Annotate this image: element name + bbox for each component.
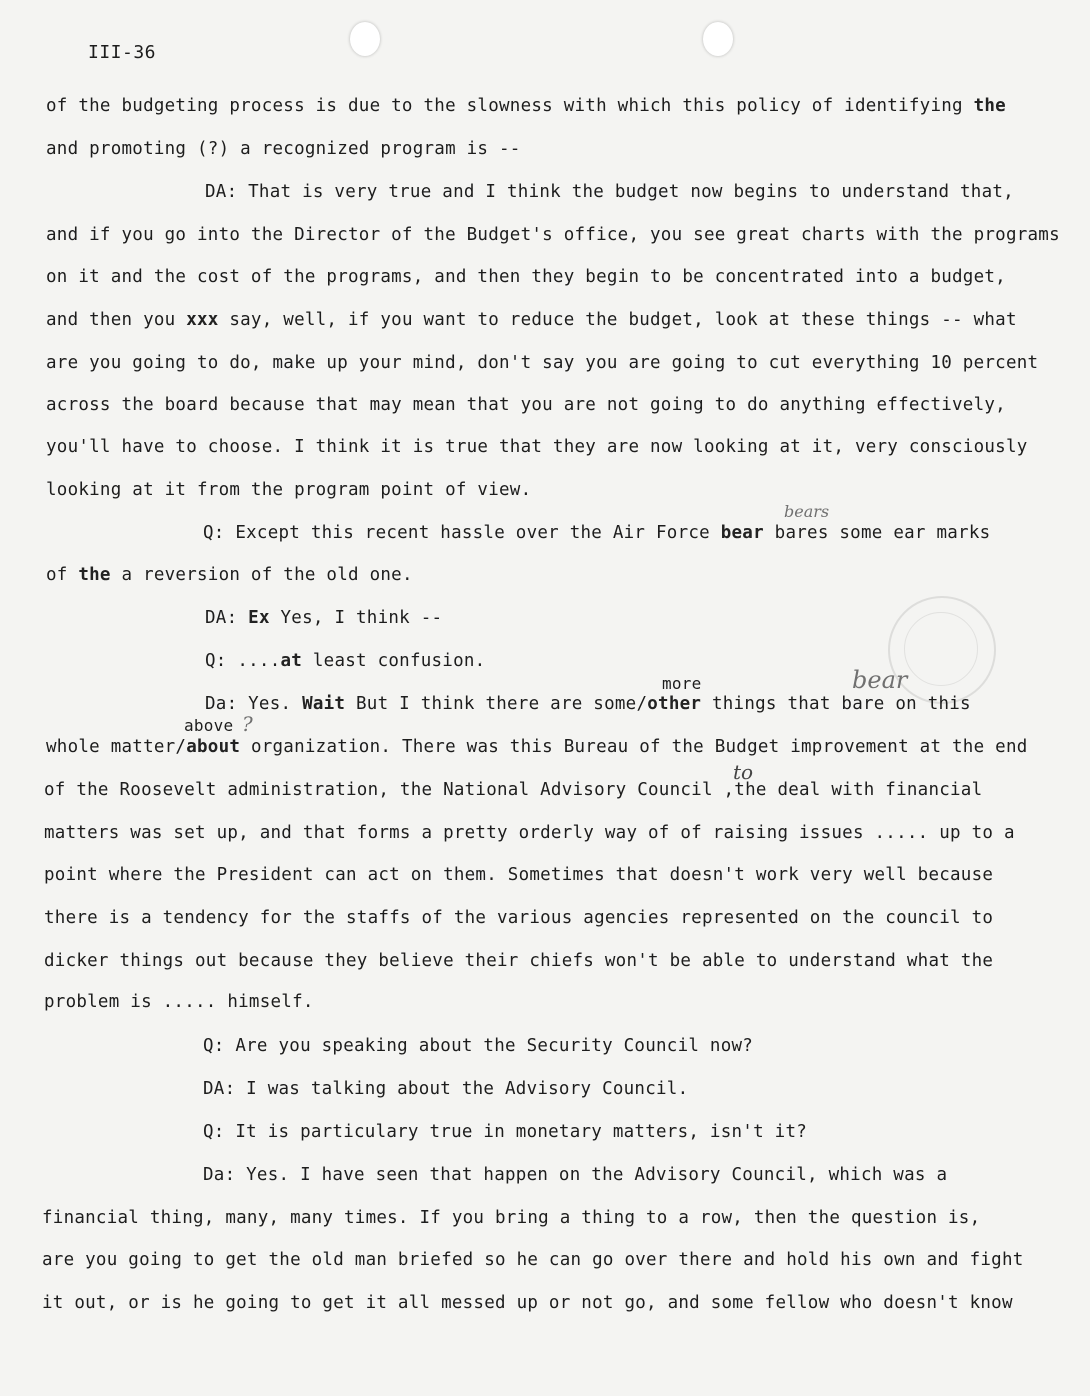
handwritten-bears: bears bbox=[784, 502, 830, 521]
handwritten-query-mark: ? bbox=[242, 712, 253, 736]
struck-word: bear bbox=[720, 523, 764, 543]
text-line-12: of the a reversion of the old one. bbox=[46, 565, 413, 585]
handwritten-bear: bear bbox=[852, 666, 908, 694]
text-line-22: problem is ..... himself. bbox=[44, 992, 314, 1012]
text-line-27: financial thing, many, many times. If you bring a thing to a row, then the question is, bbox=[42, 1208, 981, 1228]
handwritten-to: to bbox=[733, 760, 754, 784]
text-line-19: point where the President can act on them. Sometimes that doesn't work very well because bbox=[44, 865, 994, 885]
text-line-25: Q: It is particulary true in monetary matters, isn't it? bbox=[203, 1122, 808, 1142]
struck-word: Ex bbox=[248, 608, 270, 628]
page-number: III-36 bbox=[88, 42, 157, 63]
punch-hole-left bbox=[350, 22, 380, 56]
text-line-23: Q: Are you speaking about the Security Council now? bbox=[203, 1036, 754, 1056]
text-line-13: DA: Ex Yes, I think -- bbox=[205, 608, 443, 628]
struck-word: other bbox=[647, 694, 702, 714]
text-line-15: Da: Yes. Wait But I think there are some/other things that bare on this bbox=[205, 694, 971, 714]
text-line-6: and then you xxx say, well, if you want to reduce the budget, look at these things -- what bbox=[46, 310, 1017, 330]
text-line-5: on it and the cost of the programs, and then they begin to be concentrated into a budget, bbox=[46, 267, 1006, 287]
struck-word: the bbox=[973, 96, 1006, 116]
text-line-7: are you going to do, make up your mind, don't say you are going to cut everything 10 percent bbox=[46, 353, 1039, 373]
typed-insertion-above: above bbox=[184, 716, 234, 735]
text-line-1: of the budgeting process is due to the slowness with which this policy of identifying the bbox=[46, 96, 1006, 116]
text-line-14: Q: ....at least confusion. bbox=[205, 651, 486, 671]
text-line-16: whole matter/about organization. There was this Bureau of the Budget improvement at the end bbox=[46, 737, 1028, 757]
text-line-29: it out, or is he going to get it all messed up or not go, and some fellow who doesn't know bbox=[42, 1293, 1013, 1313]
text-line-17: of the Roosevelt administration, the National Advisory Council ,the deal with financial bbox=[44, 780, 983, 800]
typed-insertion-more: more bbox=[662, 674, 702, 693]
text-line-4: and if you go into the Director of the Budget's office, you see great charts with the programs bbox=[46, 225, 1060, 245]
text-line-3: DA: That is very true and I think the budget now begins to understand that, bbox=[205, 182, 1014, 202]
text-line-8: across the board because that may mean that you are not going to do anything effectively, bbox=[46, 395, 1006, 415]
text-line-18: matters was set up, and that forms a pretty orderly way of of raising issues ..... up to a bbox=[44, 823, 1015, 843]
struck-word: at bbox=[280, 651, 303, 671]
struck-word: the bbox=[78, 565, 111, 585]
text-line-10: looking at it from the program point of view. bbox=[46, 480, 532, 500]
struck-word: xxx bbox=[186, 310, 219, 330]
text-line-26: Da: Yes. I have seen that happen on the Advisory Council, which was a bbox=[203, 1165, 948, 1185]
text-line-9: you'll have to choose. I think it is true that they are now looking at it, very consciously bbox=[46, 437, 1028, 457]
text-line-24: DA: I was talking about the Advisory Council. bbox=[203, 1079, 689, 1099]
punch-hole-right bbox=[703, 22, 733, 56]
text-line-21: dicker things out because they believe their chiefs won't be able to understand what the bbox=[44, 951, 994, 971]
text-line-28: are you going to get the old man briefed so he can go over there and hold his own and fight bbox=[42, 1250, 1024, 1270]
struck-word: about bbox=[186, 737, 241, 757]
text-line-20: there is a tendency for the staffs of the various agencies represented on the council to bbox=[44, 908, 994, 928]
text-line-11: Q: Except this recent hassle over the Air Force bear bares some ear marks bbox=[203, 523, 991, 543]
text-line-2: and promoting (?) a recognized program is -- bbox=[46, 139, 521, 159]
struck-word: Wait bbox=[302, 694, 346, 714]
